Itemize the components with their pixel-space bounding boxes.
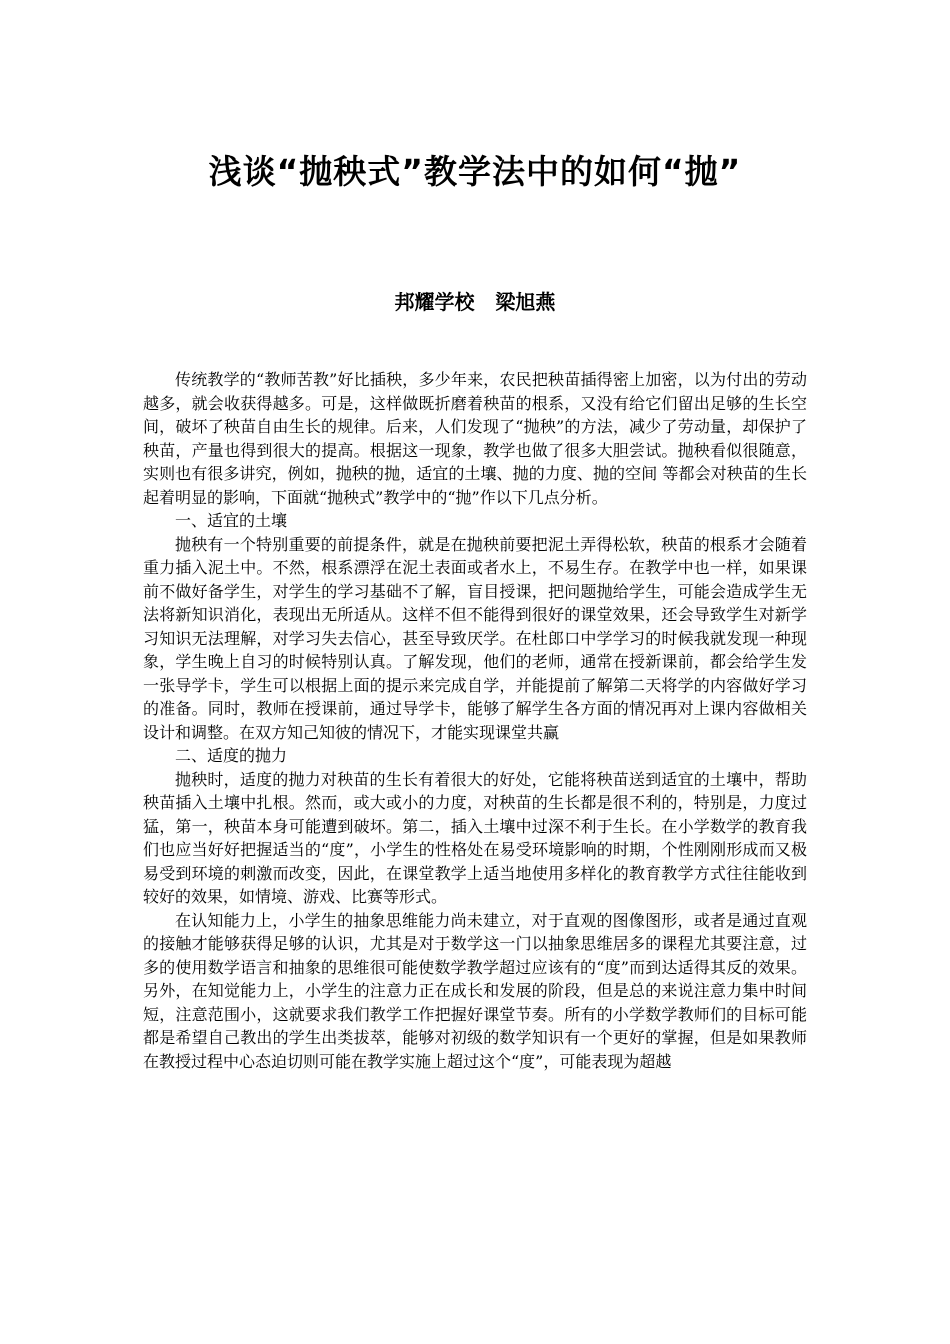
intro-paragraph: 传统教学的“教师苦教”好比插秧，多少年来，农民把秧苗插得密上加密，以为付出的劳动越多，就会收获得越多。可是，这样做既折磨着秧苗的根系，又没有给它们留出足够的生长空间，破坏了秧苗自由生长的规律。后来，人们发现了“抛秧”的方法，减少了劳动量，却保护了秧苗，产量也得到很大的提高。根据这一现象，教学也做了很多大胆尝试。抛秧看似很随意，实则也有很多讲究，例如，抛秧的抛，适宜的土壤、抛的力度、抛的空间 等都会对秧苗的生长起着明显的影响，下面就“抛秧式”教学中的“抛”作以下几点分析。 — [143, 370, 807, 507]
paragraph-1: 抛秧有一个特别重要的前提条件，就是在抛秧前要把泥土弄得松软，秧苗的根系才会随着重力插入泥土中。不然，根系漂浮在泥土表面或者水上，不易生存。在教学中也一样，如果课前不做好备学生，对学生的学习基础不了解，盲目授课，把问题抛给学生，可能会造成学生无法将新知识消化，表现出无所适从。这样不但不能得到很好的课堂效果，还会导致学生对新学习知识无法理解，对学习失去信心，甚至导致厌学。在杜郎口中学学习的时候我就发现一种现象，学生晚上自习的时候特别认真。了解发现，他们的老师，通常在授新课前，都会给学生发一张导学卡，学生可以根据上面的提示来完成自学，并能提前了解第二天将学的内容做好学习的准备。同时，教师在授课前，通过导学卡，能够了解学生各方面的情况再对上课内容做相关设计和调整。在双方知己知彼的情况下，才能实现课堂共赢 — [143, 534, 807, 742]
paragraph-2: 抛秧时，适度的抛力对秧苗的生长有着很大的好处，它能将秧苗送到适宜的土壤中，帮助秧苗插入土壤中扎根。然而，或大或小的力度，对秧苗的生长都是很不利的，特别是，力度过猛，第一，秧苗本身可能遭到破坏。第二，插入土壤中过深不利于生长。在小学数学的教育我们也应当好好把握适当的“度”，小学生的性格处在易受环境影响的时期，个性刚刚形成而又极易受到环境的刺激而改变，因此，在课堂教学上适当地使用多样化的教育教学方式往往能收到较好的效果，如情境、游戏、比赛等形式。 — [143, 769, 807, 906]
section-heading-2: 二、适度的抛力 — [175, 746, 288, 765]
author-line: 邦耀学校 梁旭燕 — [394, 290, 556, 314]
document-title: 浅谈“抛秧式”教学法中的如何“抛” — [208, 152, 742, 191]
section-heading-1: 一、适宜的土壤 — [175, 511, 288, 530]
document-body — [143, 368, 807, 1073]
paragraph-3: 在认知能力上，小学生的抽象思维能力尚未建立，对于直观的图像图形，或者是通过直观的接触才能够获得足够的认识，尤其是对于数学这一门以抽象思维居多的课程尤其要注意，过多的使用数学语言和抽象的思维很可能使数学教学超过应该有的“度”而到达适得其反的效果。另外，在知觉能力上，小学生的注意力正在成长和发展的阶段，但是总的来说注意力集中时间短，注意范围小，这就要求我们教学工作把握好课堂节奏。所有的小学数学教师们的目标可能都是希望自己教出的学生出类拔萃，能够对初级的数学知识有一个更好的掌握，但是如果教师在教授过程中心态迫切则可能在教学实施上超过这个“度”，可能表现为超越 — [143, 910, 807, 1071]
